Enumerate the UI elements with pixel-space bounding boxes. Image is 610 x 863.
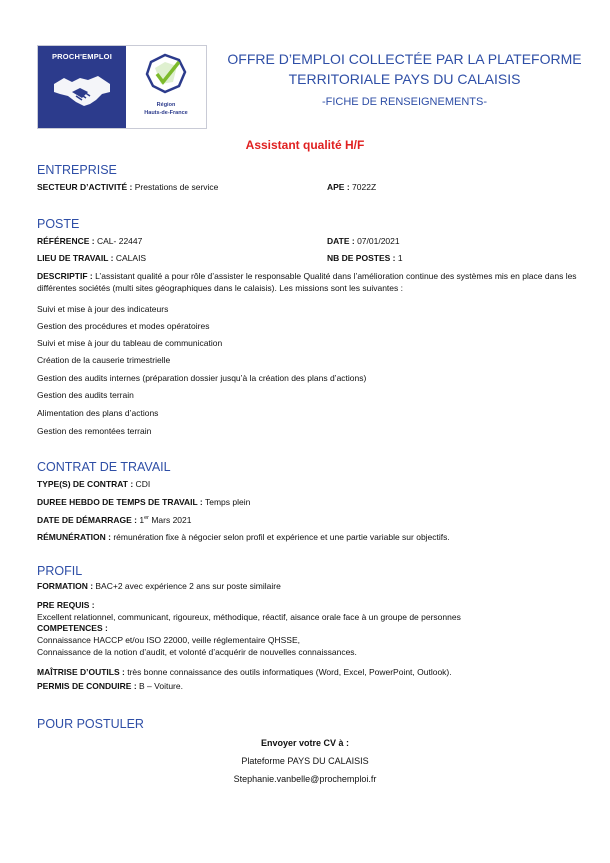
mission-item: Alimentation des plans d’actions [37,408,159,418]
section-contrat-heading: CONTRAT DE TRAVAIL [37,460,171,474]
region-label-2: Hauts-de-France [144,110,188,116]
region-map-icon [143,52,189,96]
mission-item: Gestion des audits internes (préparation dossier jusqu’à la création des plans d’actions) [37,373,367,383]
nb-postes-value: 1 [395,253,403,263]
secteur-label: SECTEUR D’ACTIVITÉ : [37,182,133,192]
competences-line-1: Connaissance HACCP et/ou ISO 22000, veille réglementaire QHSSE, [37,635,301,645]
section-postuler-heading: POUR POSTULER [37,717,144,731]
mission-item: Suivi et mise à jour du tableau de communication [37,338,223,348]
remuneration-label: RÉMUNÉRATION : [37,532,111,542]
section-entreprise-heading: ENTREPRISE [37,163,117,177]
permis-conduire [37,681,183,691]
duree-label: DUREE HEBDO DE TEMPS DE TRAVAIL : [37,497,203,507]
demarrage-day: 1 [136,515,145,525]
prerequis-value: Excellent relationnel, communicant, rigoureux, méthodique, réactif, aisance orale face à un groupe de personnes [37,612,461,622]
type-contrat-label: TYPE(S) DE CONTRAT : [37,479,134,489]
outils-label: MAÎTRISE D’OUTILS : [37,667,125,677]
logo-brand-panel [38,46,126,128]
type-contrat [37,479,150,489]
ape-value: 7022Z [349,182,377,192]
mission-item: Gestion des audits terrain [37,390,134,400]
mission-item: Gestion des procédures et modes opératoires [37,321,210,331]
descriptif-label: DESCRIPTIF : [37,271,93,281]
remuneration-value: rémunération fixe à négocier selon profil et expérience et une partie variable sur objectifs. [110,532,450,542]
contact-email[interactable]: Stephanie.vanbelle@prochemploi.fr [233,774,377,784]
demarrage-label: DATE DE DÉMARRAGE : [37,515,137,525]
logo-brand-text: PROCH'EMPLOI [51,52,113,61]
nb-postes-label: NB DE POSTES : [327,253,396,263]
header-subtitle: -FICHE DE RENSEIGNEMENTS- [321,96,487,108]
secteur-activite [37,182,218,192]
descriptif-value: L’assistant qualité a pour rôle d’assister le responsable Qualité dans l’amélioration continue des systèmes mis en place dans les différentes sociétés (multi sites géographiques dans le calaisis). Les missions sont les suivantes : [37,271,577,293]
demarrage-sup: er [144,515,149,522]
reference-label: RÉFÉRENCE : [37,236,95,246]
ape [327,182,376,192]
prochemploi-logo [37,45,207,129]
region-logo [126,46,206,128]
nb-postes [327,253,403,263]
descriptif [37,270,577,294]
duree-hebdo [37,497,250,507]
remuneration [37,532,450,542]
type-contrat-value: CDI [133,479,151,489]
secteur-value: Prestations de service [132,182,219,192]
lieu-value: CALAIS [113,253,147,263]
lieu-travail [37,253,146,263]
competences-line-2: Connaissance de la notion d’audit, et volonté d’acquérir de nouvelles connaissances. [37,647,357,657]
duree-value: Temps plein [202,497,251,507]
region-label-1: Région [156,102,176,108]
date [327,236,400,246]
date-value: 07/01/2021 [354,236,400,246]
mission-item: Suivi et mise à jour des indicateurs [37,304,169,314]
formation-label: FORMATION : [37,581,94,591]
prerequis-label: PRE REQUIS : [37,600,95,610]
date-label: DATE : [327,236,355,246]
ape-label: APE : [327,182,350,192]
formation-value: BAC+2 avec expérience 2 ans sur poste similaire [93,581,281,591]
permis-value: B – Voiture. [136,681,183,691]
mission-item: Création de la causerie trimestrielle [37,355,171,365]
reference [37,236,142,246]
formation [37,581,281,591]
handshake-icon [52,70,112,114]
plateforme-name: Plateforme PAYS DU CALAISIS [241,756,369,766]
date-demarrage [37,515,191,525]
maitrise-outils [37,667,452,677]
section-profil-heading: PROFIL [37,564,83,578]
lieu-label: LIEU DE TRAVAIL : [37,253,114,263]
mission-item: Gestion des remontées terrain [37,426,152,436]
permis-label: PERMIS DE CONDUIRE : [37,681,137,691]
header-title-line-1: OFFRE D’EMPLOI COLLECTÉE PAR LA PLATEFORME [227,51,582,67]
envoyer-cv: Envoyer votre CV à : [260,738,350,748]
header-title-line-2: TERRITORIALE PAYS DU CALAISIS [288,71,521,87]
job-title: Assistant qualité H/F [245,138,365,152]
outils-value: très bonne connaissance des outils informatiques (Word, Excel, PowerPoint, Outlook). [124,667,452,677]
demarrage-rest: Mars 2021 [148,515,192,525]
competences-label: COMPETENCES : [37,623,108,633]
reference-value: CAL- 22447 [94,236,143,246]
section-poste-heading: POSTE [37,217,80,231]
